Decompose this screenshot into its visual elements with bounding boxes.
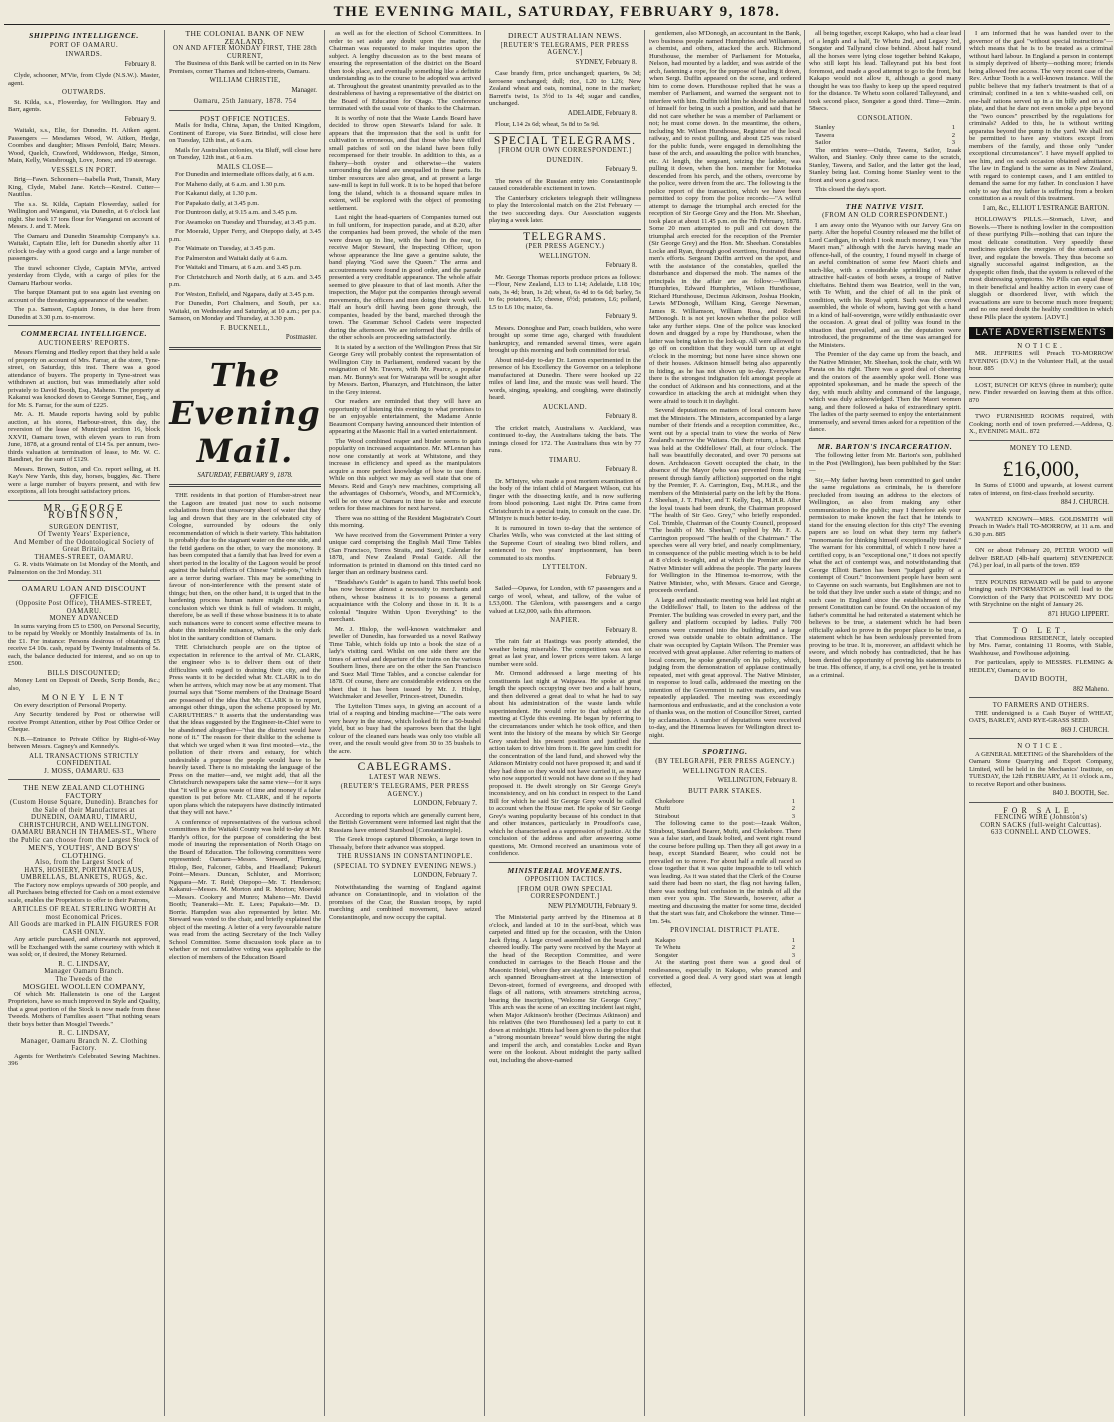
ad-line: All Goods are marked in PLAIN FIGURES FOR CASH ONLY.: [8, 921, 160, 936]
column-7: [964, 30, 1114, 1416]
ad-signature: R. C. LINDSAY,: [58, 960, 110, 968]
ad-line: FENCING WIRE (Johnston's): [994, 814, 1088, 821]
article-paragraph: Several deputations on matters of local concern have met the Ministers. The Ministers, accompanied by a large number of their friends and a reception committee, &c., went out by a special train to view the works of New Zealand's narrow the Waitara. On their return, a banquet was held at the Oddfellows' Hall, at four o'clock. The hall was beautifully decorated, and over 70 persons sat down. Archdeacon Govett occupied the chair, in the absence of the Mayor (who was prevented from being present through family affliction) supported on the right by the Premier, F. A. Carrington, Esq., M.H.R., and the members of the Ministerial party on the left by the Hons. J. Sheehan, J. T. Fisher, and T. Kelly, Esq., M.H.R. After the loyal toasts had been drunk, the Chairman proposed "The health of Sir Geo. Grey," who briefly responded. Col. Trimble, Chairman of the County Council, proposed "The health of Mr. Sheehan," replied by Mr. F. A. Carrington proposed "The health of the Chairman." The speeches were all very brief, and nearly complimentary, in consequence of the public meeting which is to be held at 8 o'clock to-night, and at which the Premier and the Native Minister will address the people. The party leaves for Wellington in the Hinemoa to-morrow, with the Native Minister, who, with Messrs. Grace and George, proceeds overland.: [649, 407, 801, 594]
result-row: Sailor 3: [815, 139, 955, 146]
subheading: DUNEDIN.: [546, 156, 584, 164]
ad-paragraph: TEN POUNDS REWARD will be paid to anyone bringing such INFORMATION as will lead to the Conviction of the Party that POISONED MY DOG with Strychnine on the night of January 26.: [969, 578, 1113, 608]
ad-paragraph: THE undersigned is a Cash Buyer of WHEAT, OATS, BARLEY, AND RYE-GRASS SEED.: [969, 709, 1113, 724]
editorial-paragraph: There was no sitting of the Resident Magistrate's Court this morning.: [329, 514, 481, 529]
mail-item: For Awamoko on Tuesday and Thursday, at 3.45 p.m.: [175, 218, 316, 226]
article-paragraph: The Oamaru and Dunedin Steamship Company's s.s. Waitaki, Captain Elie, left for Dunedin shortly after 11 o'clock to-day with a good cargo and a large number of passengers.: [8, 232, 160, 262]
date-line: February 9.: [605, 166, 637, 173]
subheading: INWARDS.: [65, 51, 103, 58]
article-paragraph: Brig—Fawn. Schooners—Isabella Pratt, Transit, Mary King, Clyde, Mabel Jane. Ketch—Kestrel. Cutter—Nautilus.: [8, 176, 160, 198]
agency-line: (SPECIAL TO SYDNEY EVENING NEWS.): [333, 862, 477, 870]
ad-signature: 633 CONNELL AND CLOWES.: [991, 829, 1091, 836]
ad-title: THE NEW ZEALAND CLOTHING FACTORY: [23, 783, 145, 800]
divider: [969, 802, 1113, 803]
mail-item: For Waimate on Tuesday, at 3.45 p.m.: [175, 245, 276, 252]
divider: [489, 133, 641, 134]
subheading: NAPIER.: [550, 617, 580, 624]
advert-paragraph: HOLLOWAY'S PILLS.—Stomach, Liver, and Bowels.—There is nothing lowlier in the composition of these purifying Pills—nothing that can injure the most delicate constitution. Very speedily these medicines quicken the energies of the stomach and liver, and regulate the bowels. They thus become so signally successful against indigestion, as the dyspeptic often finds, that the system is relieved of the most distressing symptoms. No Pills can equal these in their beneficial and healthy action in every case of sluggish or disordered liver, with which the evacuations are sure to become much more frequent; and no one need doubt the healthy condition in which these Pills place the system. [ADVT.]: [969, 216, 1113, 321]
editorial-paragraph: THE Christchurch people are on the tiptoe of expectation in reference to the arrival of Mr. CLARK, the engineer who is to deliver them out of their difficulties with regard to draining their city, and the Press wants it to be decided what Mr. CLARK is to do when he arrives, which may now be at any moment. That journal says that "Some members of the Drainage Board are possessed of the idea that Mr. CLARK is to report, amongst other things, upon the scheme proposed by Mr. CARRUTHERS." It asserts that the understanding was that the ideas suggested by the Engineer-in-Chief were to be abandoned altogether—"that the district would have none of it." The reason for their dislike to the scheme is that which we urged when it was first mooted—viz., the pollution of their rivers and estuary, for which undesirable a purpose the people would have to be heavily taxed. There is no mistaking the language of the Press on the matter—and, we might add, that all the Christchurch newspapers take the same view—for it says that "it will be a gross waste of time and money if a false question is put before Mr. CLARK, and if he reports upon plans which the ratepayers have distinctly intimated that they will not have.": [169, 644, 321, 816]
agency-line: [FROM OUR OWN CORRESPONDENT.]: [498, 147, 632, 154]
late-advertisements-banner: LATE ADVERTISEMENTS: [969, 327, 1113, 339]
subheading: PORT OF OAMARU.: [49, 41, 119, 49]
section-heading: THE NATIVE VISIT.: [845, 201, 925, 211]
section-heading: DIRECT AUSTRALIAN NEWS.: [507, 31, 623, 40]
ad-title: NOTICE.: [1017, 342, 1065, 350]
article-paragraph: The s.s. St. Kilda, Captain Flowerday, sailed for Wellington and Wanganui, via Dunedin, at 6 o'clock last night. She took 17 tons flour for Wanganui on account of Messrs. J. and T. Meek.: [8, 200, 160, 230]
article-paragraph: The trawl schooner Clyde, Captain M'Vie, arrived yesterday from Clyde, with a cargo of piles for the Oamaru Harbour works.: [8, 264, 160, 287]
article-paragraph: A large and enthusiastic meeting was held last night at the Oddfellows' Hall, to listen to the address of the Premier. The building was crowded in every part, and the gallery and platform occupied by ladies. Fully 700 persons were crammed into the building, and a large crowd was outside unable to obtain admittance. The chair was occupied by Captain Wilson. The Premier was received with great applause. After referring to matters of local concern, he spoke generally on his policy, which, judging from the demonstration of applause continually repeated, met with great approval. The Native Minister, in response to loud calls, addressed the meeting on the intention of the Government in native matters, and was repeatedly applauded. The meeting was exceedingly harmonious and enthusiastic, and at the conclusion a vote of thanks was, on the motion of Councillor Street, carried by acclamation. A number of deputations were received to-day, and the Hinemoa leaves for Wellington direct to-night.: [649, 596, 801, 739]
article-paragraph: Sailed—Opawa, for London, with 67 passengers and a cargo of wool, wheat, and tallow, of the value of L53,000. The Glenlora, with passengers and a cargo valued at L62,000, sails this afternoon.: [489, 585, 641, 615]
date-line: SYDNEY, February 8.: [575, 58, 637, 66]
subheading: AUCTIONEERS' REPORTS.: [38, 339, 130, 347]
date-line: NEW PLYMOUTH, February 9.: [548, 902, 637, 910]
article-paragraph: The rain fair at Hastings was poorly attended, the weather being miserable. The competition was not so great as last year, and lower prices were taken. A large number were sold.: [489, 638, 641, 668]
article-paragraph: Mr. George Thomas reports produce prices as follows:—Flour, New Zealand, L13 to L14; Adelaide, L18 10s; oats, 3s 4d; bran, 1s 2d; wheat, 6s 4d to 6s 6d; barley, 5s to 6s; potatoes, L5; cheese, 6½d; potatoes, L6; pollard, L5 to L6 10s; maize, 6s.: [489, 273, 641, 311]
newspaper-nameplate: The Evening Mail.: [169, 355, 321, 470]
divider: [8, 779, 160, 780]
ad-line: (Opposite Post Office), THAMES-STREET, OAMARU.: [15, 600, 153, 615]
result-row: Kakapo 1: [655, 936, 795, 944]
article-paragraph: The Premier of the day came up from the beach, and the Native Minister, Mr. Sheehan, took the chair, with Wi Parata on his right. There was a good deal of cheering and the orators of the assembly spoke well. Hone was appointed spokesman, and he made the speech of the day, with much ability and command of the language, which was duly acknowledged. Then the Maori women sang, and there followed a haka of extraordinary spirit. The ladies of the party seemed to enjoy the entertainment immensely, and several times asked for a repetition of the dance.: [809, 351, 961, 433]
article-paragraph: Mr. A. H. Maude reports having sold by public auction, at his stores, Harbour-street, this day, the reversion of the lease of Municipal section 16, block XXVII, Oamaru town, with eleven years to run from June, 1878, at a ground rental of £14 5s. per annum, two-thirds valuation at termination of lease, to Mr. W. C. Bandinet, for the sum of £129.: [8, 411, 160, 463]
ad-title: THE COLONIAL BANK OF NEW ZEALAND.: [185, 30, 305, 46]
agency-line: (PER PRESS AGENCY.): [525, 243, 605, 250]
ad-signature: DAVID BOOTH,: [1014, 676, 1068, 683]
ad-title: FOR SALE,: [1003, 805, 1079, 815]
article-paragraph: The cricket match, Australians v. Auckland, was continued to-day, the Australians taking the bats. The innings closed for 172. The Australians thus win by 77 runs.: [489, 424, 641, 454]
editorial-paragraph: THE residents in that portion of Humber-street near the Lagoon are treated just now to such noisome exhalations from that unsavoury sheet of water that they lag and drown that they are in the celebrated city of Cologne, surrounded by odours the only recommendation of which is their variety. This habitation is probably due to the stagnant water on the one side, and the fetid gardens on the other, to vary the monotony. It has been computed that a family that has lived for even a short period in the locality of the Lagoon would be proof against the baleful effects of Chinese "stink-pots," which are a terror during warfare. This may be something in favour of non-interference with the present state of things; but then, on the other hand, it is urged that in the hardening process human nature might succumb, a conclusion which we think is full of wisdom. It might, therefore, be as well if these whose business it is to abate such nuisances were to concert some effective means to abate this intolerable nuisance, which is the only dark blot in the sanitary condition of Oamaru.: [169, 492, 321, 642]
ad-line: MONEY ADVANCED: [49, 615, 119, 622]
article-paragraph: St. Kilda, s.s., Flowerday, for Wellington. Hay and Barr, agents.: [8, 98, 160, 113]
ad-paragraph: WANTED KNOWN—MRS. GOLDSMITH will Preach in Wade's Hall TO-MORROW, at 11 a.m. and 6.30 p.m. 885: [969, 515, 1113, 538]
divider: [649, 743, 801, 744]
section-heading: SPORTING.: [702, 747, 748, 756]
subheading: WELLINGTON.: [539, 252, 591, 260]
article-paragraph: I am informed that he was handed over to the governor of the gaol "without special instructions"—which means that he is to be treated as a criminal without hard labour. In England a person in contempt is simply deprived of liberty—nothing more; friends being allowed free access. The very recent case of the Rev. Arthur Tooth is a well-known instance. Will the public believe that my father's treatment is that of a criminal; confined in a ten x white-washed cell, on one-half rations served up in a tin billy and on a tin plate, and that he dare not even smoke a pipe beyond the "two ounces" prescribed by the regulations for criminals? Added to this, he is without writing apparatus beyond the pump in the yard. We shall not be permitted to have any visitors except from members of the family, and those only "under exceptional circumstances". I have myself applied to see him, and on each occasion obtained admittance. The law in England is the same as in New Zealand, with regard to contempt cases, and I am entitled to demand the same for my father. In conclusion I have only to say that my father is suffering from a broken constitution as a result of this treatment.: [969, 30, 1113, 202]
section-heading: COMMERCIAL INTELLIGENCE.: [20, 329, 148, 338]
dateline: SATURDAY, FEBRUARY 9, 1878.: [197, 470, 293, 479]
editorial-paragraph: We have received from the Government Printer a very unique card comprising the English Mail Time Tables (San Francisco, Torres Straits, and Suez), Calendar for 1878, and New Zealand Postal Guide. All the information is printed in diamond on this tinted card no larger than an ordinary business card.: [329, 531, 481, 576]
ad-line: DUNEDIN, OAMARU, TIMARU, CHRISTCHURCH, AND WELLINGTON.: [19, 814, 149, 829]
date-line: ADELAIDE, February 8.: [567, 109, 637, 117]
subheading: PROVINCIAL DISTRICT PLATE.: [670, 927, 780, 934]
editorial-paragraph: Our readers are reminded that they will have an opportunity of listening this evening to what promises to be an enjoyable entertainment, the Madame Annie Beaumont Company having announced their intention of appearing at the Masonic Hall in a varied entertainment.: [329, 398, 481, 435]
date-line: LONDON, February 7.: [413, 800, 477, 807]
article-paragraph: This closed the day's sport.: [815, 186, 887, 193]
divider: [969, 542, 1113, 543]
ad-title: TO FARMERS AND OTHERS.: [992, 702, 1090, 709]
ad-line: SURGEON DENTIST,: [49, 523, 119, 531]
ad-signature: Postmaster.: [285, 334, 317, 341]
ad-signature: 840 J. BOOTH, Sec.: [1052, 790, 1109, 797]
ad-signature: 882 Maheno.: [1073, 685, 1109, 693]
editorial-paragraph: Last night the head-quarters of Companies turned out in full uniform, for inspection parade, and at 8.20, after the companies had been proved, the whole of the men were drawn up in line, with the band in the rear, to receive Major Steward, the Inspecting Officer, upon whose appearance the line gave a genuine salute, the band playing "God save the Queen." The arms and accoutrements were found in good order, and the parade presented a very creditable appearance. The whole affair seemed to give pleasure to that of last month. After the inspection, the Major put the companies through several movements, the officers and men doing their work well. Half an hour's drill having been gone through, the companies, headed by the band, marched through the town. The Grammar School Cadets were inspected during the afternoon. We are informed that the drills of the other schools are proceeding satisfactorily.: [329, 214, 481, 341]
mail-item: For Waitaki and Timaru, at 6 a.m. and 3.45 p.m.: [175, 264, 302, 271]
date-line: February 8.: [605, 262, 637, 269]
ad-paragraph: MR. JEFFRIES will Preach TO-MORROW EVENING (D.V.) in the Volunteer Hall, at the usual hour. 885: [969, 350, 1113, 372]
ad-paragraph: ON or about February 20, PETER WOOD will deliver BREAD (4lb-half quartern) SEVENPENCE (7d.) per loaf, in all parts of the town. 859: [969, 547, 1113, 569]
page-masthead: THE EVENING MAIL, SATURDAY, FEBRUARY 9, 1878.: [333, 4, 781, 20]
section-heading: POST OFFICE NOTICES.: [199, 113, 291, 123]
subheading: CONSOLATION.: [857, 114, 913, 122]
ad-signature: F. BUCKNELL,: [220, 324, 270, 332]
divider: [809, 198, 961, 199]
mail-item: For Palmerston and Waitaki daily at 6 a.m.: [175, 254, 288, 262]
date-line: LONDON, February 7.: [413, 872, 477, 879]
date-line: February 8.: [605, 413, 637, 420]
ad-signature: Manager Oamaru Branch.: [44, 968, 124, 975]
editorial-paragraph: Mr. J. Hislop, the well-known watchmaker and jeweller of Dunedin, has forwarded us a novel Railway Time Table, which folds up into a book the size of a lady's visiting card. Whilst on one side there are the times of arrival and departure of the trains on the various Southern lines, there are on the other the San Francisco and Suez Mail Time Tables, and a concise calendar for 1878. Of course, there are considerable evidences on the sheet that it has been issued by Mr. J. Hislop, Watchmaker and Jeweller, Princes-street, Dunedin.: [329, 625, 481, 700]
subheading: VESSELS IN PORT.: [51, 166, 117, 174]
mail-item: For Christchurch and North daily, at 6 a.m. and 3.45 p.m.: [169, 273, 321, 288]
date-line: WELLINGTON, February 8.: [717, 776, 797, 784]
result-row: Mufti 2: [655, 805, 795, 812]
ad-paragraph: Money Lent on Deposit of Deeds, Scrip Bonds, &c.; also,: [8, 677, 160, 692]
article-paragraph: Clyde, schooner, M'Vie, from Clyde (N.S.W.). Master, agent.: [8, 72, 160, 87]
agency-line: [REUTER'S TELEGRAMS, PER PRESS AGENCY.]: [500, 41, 630, 56]
ad-paragraph: N.B.—Entrance to Private Office by Right-of-Way between Messrs. Cagney's and Kennedy's.: [8, 735, 160, 750]
result-row: Songster 3: [655, 951, 795, 959]
section-heading: TELEGRAMS.: [523, 230, 607, 243]
article-paragraph: The p.s. Samson, Captain Jones, is due here from Dunedin at 3.30 p.m. to-morrow.: [8, 306, 160, 321]
article-paragraph: Messrs. Brown, Sutton, and Co. report selling, at H. Kay's New Yards, this day, horses, buggies, &c. There were a large number of buyers present, and with few exceptions, all lots brought satisfactory prices.: [8, 465, 160, 495]
subheading: TIMARU.: [548, 456, 581, 464]
subheading: LYTTELTON.: [542, 564, 588, 571]
article-paragraph: The Greek troops captured Dhomoko, a large town in Thessaly, before their advance was stopped.: [329, 836, 481, 851]
date-line: February 8.: [605, 626, 637, 634]
column-3: [324, 30, 485, 1416]
ad-title: TO LET.: [1012, 626, 1070, 635]
article-paragraph: gentlemen, also M'Donogh, an accountant in the Bank, two business people named Humphries and Williamson, a chemist, and others, attacked the arch. Richmond Hursthouse, the member of Parliament for Motueka, Nelson, had mounted by a ladder, and was astride of the arch, fastening a rope, for the purpose of hauling it down, when Sergt. Duffin appeared on the scene, and ordered him to come down. Hursthouse replied that he was a member of Parliament, and warned the sergeant not to interfere with him. Duffin told him he should be ashamed of himself for being in such a position, and said that he did not care whether he was a member of Parliament or not; he must come down. In the meantime, the others, including Mr. Wilson Hursthouse, Registrar of the local railway, and to resist pulling, and about £25 was raised for the public funds, were engaged in demolishing the base of the arch, and assaulting the police with branches, etc. At length, the sergeant, seizing the ladder, was pulling it down, when the hon. member for Motueka descended from his perch, and the others, overcome by the police, were driven from the arc. The following is the police report of the transaction, which we have been permitted to copy from the police records:—"A wilful attempt to damage the triumphal arch erected for the reception of Sir George Grey and the Hon. Mr. Sheehan, took place at about 11.45 p.m. on the 7th February, 1878. Some 20 men attempted to pull and cut down the triumphal arch erected for the reception of the Premier (Sir George Grey) and the Hon. Mr. Sheehan. Constables Locke and Ryan, through good exertions, frustrated these men's efforts. Sergeant Duffin arrived on the spot, and with the assistance of the constables, quelled the disturbance and dispersed the mob. The names of the principals in the affair are as follow:—William Humphries, Edward Humphries, Wilson Hursthouse, Richard Hursthouse, Decimus Atkinson, Joshua Hookin, Lewis M'Donogh, William King, George Newman, James R. Williamson, William Ross, and Robert M'Donogh. It is not yet known whether the police will take any further steps. One of the police was knocked down and dragged by a rope by Hursthouse, when the latter was being taken to the lock-up. All were allowed to go off on condition that they would turn up at eight o'clock in the morning; but none have since shown one of their houses. Atkinson himself being also apparently in hiding, as he has not shown up to-day. Everywhere there is the strongest indignation felt amongst people at the conduct of Atkinson and his connections, and at the cowardice in attacking the arch at midnight when they were afraid to touch it in daylight.: [649, 30, 801, 405]
ad-line: Of Twenty Years' Experience,: [37, 531, 131, 538]
editorial-paragraph: as well as for the election of School Committees. In order to set aside any doubt upon the matter, the Chairman was requested to make inquiries upon the subject. A lengthy discussion as to the best means of ensuring the representation of the district on the Board then took place, and eventually something like a definite understanding as to the course to be adopted was arrived at. Throughout the greatest unanimity prevailed as to the desirableness of having a representative of the district on the Board of Education for Otago. The conference terminated with the usual vote of thanks to the Chairman.: [329, 30, 481, 112]
subheading: WELLINGTON RACES.: [682, 766, 768, 775]
date-line: February 8.: [124, 60, 156, 68]
date-line: February 9.: [124, 115, 156, 123]
divider: [969, 511, 1113, 512]
divider: [169, 484, 321, 487]
agency-line: (REUTER'S TELEGRAMS, PER PRESS AGENCY.): [340, 783, 470, 798]
agency-line: [FROM OUR OWN SPECIAL CORRESPONDENT.]: [517, 885, 613, 900]
ad-signature: Manager.: [291, 86, 317, 94]
result-row: Stanley 1: [815, 124, 955, 131]
subheading: MAILS CLOSE—: [217, 163, 273, 171]
article-paragraph: The barque Diamant put to sea again last evening on account of the threatening appearance of the weather.: [8, 289, 160, 304]
editorial-paragraph: It is stated by a section of the Wellington Press that Sir George Grey will probably contest the representation of Wellington City in Parliament, rendered vacant by the resignation of Mr. Travers, with Mr. Pearce, a popular man. Mr. Bunny's seat for Wairarapa will be sought after by Messrs. Barton, Pharazyn, and Hutchinson, the latter in the Grey interest.: [329, 343, 481, 396]
ad-line: And Member of the Odontological Society of Great Britain,: [13, 538, 155, 553]
result-row: Chokebore 1: [655, 797, 795, 805]
divider: [8, 500, 160, 501]
column-1: [4, 30, 164, 1416]
article-paragraph: The news of the Russian entry into Constantinople caused considerable excitement in town.: [489, 177, 641, 192]
divider: [969, 574, 1113, 575]
editorial-paragraph: The Wood combined reaper and binder seems to gain popularity on increased acquaintance. Mr. M'Lennan has now one constantly at work at Whitstone, and they increase in efficiency and speed as the manipulators acquire a more perfect knowledge of how to use them. While on this subject we may as well state that one of Messrs. Reid and Gray's new machines, comprising all the advantages of Osborne's, Wood's, and M'Cormick's, will be on view at Oamaru in time to take and execute orders for these machines for next harvest.: [329, 437, 481, 512]
mail-item: For Duntroon daily, at 9.15 a.m. and 3.45 p.m.: [175, 209, 298, 216]
mail-item: For Weston, Enfield, and Ngapara, daily at 3.45 p.m.: [175, 290, 315, 298]
ad-paragraph: TWO FURNISHED ROOMS required, with Cooking; north end of town preferred.—Address, Q. X., EVENING MAIL. 872: [969, 413, 1113, 435]
article-paragraph: Sir,—My father having been committed to gaol under the same regulations as criminals, he is therefore precluded from issuing an address to the electors of Wellington, as also from making any other communication to the public; may I therefore ask your permission to make known the fact that he intends to stand for the ensuing election for this city? The evening papers are so loud on what they term my father's "monomania for thinking himself exceptionally treated." The warrant for his committal, of which I now have a certified copy, is an "exceptional one," it does not specify what the act of contempt was, and notwithstanding that George Elliott Barton has been "judged guilty of a contempt of Court." Inconvenient people have been sent to Cayenne on such warrants, but Englishmen are not to be told that they live under such a state of things; and no such case in England since the establishment of the present Constitution can be found. On the occasion of my father's committal he had reiterated a statement which he believes to be true, a statement which he had been officially asked to prove in the proper place to be true, a statement which he has been sedulously prevented from proving to be true. It is, moreover, an affidavit which he swore, and which nobody has contradicted, that he has been denied the opportunity of proving his statements to be true. His offence, if any, is a civil one, yet he is treated as a criminal.: [809, 476, 961, 679]
ad-paragraph: In sums varying from £5 to £500, on Personal Security, to be repaid by Weekly or Monthly Instalments of 1s. in the £1. For instance: Persons desirous of obtaining £5 receive £4 10s. cash, repaid by Twenty Instalments of 5s. each, the balance deducted for interest, and so on up to £500.: [8, 622, 160, 667]
mail-item: For Maheno daily, at 6 a.m. and 1.30 p.m.: [175, 180, 286, 188]
ad-signature: J. MOSS, OAMARU. 633: [44, 767, 124, 775]
date-line: February 9.: [605, 313, 637, 320]
article-paragraph: Notwithstanding the warning of England against advance on Constantinople, and in violation of the promises of the Czar, the Russian troops, by rapid marching and combined movement, have seized Constantinople, and now occupy the capital.: [329, 883, 481, 921]
ad-line: BILLS DISCOUNTED;: [47, 669, 121, 677]
article-paragraph: The Canterbury cricketers telegraph their willingness to play the Intercolonial match on the 21st February — the two succeeding days. Our Association suggests playing a week later.: [489, 194, 641, 224]
mail-item: For Dunedin, Port Chalmers, and South, per s.s. Waitaki, on Wednesday and Saturday, at 10 a.m.; per p.s. Samson, on Monday and Thursday, at 3.30 p.m.: [169, 300, 321, 322]
divider: [969, 377, 1113, 378]
notice-paragraph: Mails for India, China, Japan, the United Kingdom, Continent of Europe, via Suez Brindisi, will close here on Tuesday, 12th inst., at 6 a.m.: [169, 122, 321, 144]
ad-line: ARTICLES OF REAL STERLING WORTH At most Economical Prices.: [11, 906, 156, 921]
divider: [969, 697, 1113, 698]
ad-line: Also, from the Largest Stock of: [34, 859, 134, 866]
article-paragraph: Mr. Ormond addressed a large meeting of his constituents last night at Waipawa. He spoke at great length the speech occupying over two and a half hours, and then delivered a great deal to what he had to say about his administration of the waste lands while superintendent. He would refer to that subject at the meeting at Clyde this evening. He began by referring to the circumstances under which he took office, and then went into the history of the means by which Sir George Grey snatched his present position and justified the action taken to drive him from it. He gave him credit for the concentration of the land fund, and showed why the Atkinson Ministry could not have proposed it; and said if they had done so they would not have carried it, as many who now supported it would not have done so if they had proposed it. He dwelt strongly on Sir George Grey's inconsistency, and on his conduct in respect to the Land Bill for which he said Sir George Grey would be called to account when the House met. He spoke of Sir George Grey's waning popularity because of his conduct in that and other instances, particularly in Proudfoot's case, which he characterised as a suppression of justice. At the conclusion of the address and after answering some questions, Mr. Ormond received an unanimous vote of confidence.: [489, 670, 641, 857]
subheading: THE RUSSIANS IN CONSTANTINOPLE.: [337, 853, 473, 860]
ad-line: Oamaru, 25th January, 1878. 754: [193, 98, 297, 105]
agency-line: (FROM AN OLD CORRESPONDENT.): [822, 212, 948, 219]
result-row: Tawera 2: [815, 131, 955, 139]
date-line: February 8.: [605, 466, 637, 473]
editorial-paragraph: The Lyttelton Times says, in giving an account of a trial of a reaping and binding machine—"The oats were very heavy in the straw, which looked fit for a 50-bushel yield, but so busy had the sparrows been that the light colour of the cleaned ears heads was only too visible all over, and the result would give from 30 to 35 bushels to the acre.: [329, 702, 481, 755]
masthead-rule: [4, 24, 1110, 25]
section-heading: MINISTERIAL MOVEMENTS.: [507, 865, 623, 875]
mail-item: For Moeraki, Upper Ferry, and Otepopo daily, at 3.45 p.m.: [169, 228, 321, 243]
divider: [489, 862, 641, 863]
result-row: Stirabout 3: [655, 812, 795, 820]
subheading: OPPOSITION TACTICS.: [524, 876, 606, 883]
article-paragraph: Dr. M'Intyre, who made a post mortem examination of the body of the infant child of Margaret Wilson, cut his finger with the dissecting knife, and is now suffering from blood poisoning. Last night Dr. Prins came from Christchurch in a special train, to consult on the case. Dr. M'Intyre is much better to-day.: [489, 477, 641, 522]
subheading: AUCKLAND.: [542, 403, 588, 411]
date-line: February 9.: [605, 573, 637, 581]
article-paragraph: The following came to the post:—Izaak Walton, Stirabout, Standard Bearer, Mufti, and Chokebore. There was a false start, and Izaak bolted, and went right round the course before pulling up. Then they all got away in a heap, except Standard Bearer, who could not be prevailed on to move. For about half a mile all raced so close together that it was quite impossible to tell which was leading. As it was stated that the Clerk of the Course said there had been no start, the flag not having fallen, there was nothing but confusion in the minds of all the men ever you spin. The Stewards, however, after a meeting and discussing the matter for some time, decided that the start was fair, and Chokebore the winner. Time—1m. 54s.: [649, 820, 801, 925]
section-heading: MR. BARTON'S INCARCERATION.: [817, 441, 953, 451]
subheading: LATEST WAR NEWS.: [369, 773, 441, 781]
article-paragraph: It is rumoured in town to-day that the sentence of Charles Wells, who was convicted at the last sitting of the Supreme Court of stealing two blind rollers, and sentenced to two years' imprisonment, has been commuted to six months.: [489, 524, 641, 562]
ad-title: OAMARU LOAN AND DISCOUNT OFFICE: [21, 584, 147, 601]
divider: [169, 110, 321, 111]
divider: [809, 438, 961, 439]
article-paragraph: At the starting post there was a good deal of restlessness, especially in Kakapo, who pranced and corvetted a good deal. A very good start was at length effected,: [649, 959, 801, 989]
divider: [969, 408, 1113, 409]
section-heading: SHIPPING INTELLIGENCE.: [29, 31, 139, 40]
ad-line: OAMARU BRANCH IN THAMES-ST., Where the Public can choose from the Largest Stock of: [9, 829, 159, 844]
divider: [8, 325, 160, 326]
article-paragraph: About mid-day to-day Dr. Lemon experimented in the presence of his Excellency the Governor on a telephone manufactured at Dunedin. There were hooked up 22 miles of land line, and the music was well heard. The words, singing, speaking, and coughing, were distinctly heard.: [489, 356, 641, 401]
article-paragraph: The Ministerial party arrived by the Hinemoa at 8 o'clock, and landed at 10 in the surf-boat, which was carpeted and fitted up for the occasion, with the Union Jack flying. A large crowd assembled on the beach and cheered loudly. The party were received by the Mayor at the head of the Reception Committee, and were conducted in carriages to the Beach House and the Masonic Hotel, where they are staying. A large triumphal arch spanned Brougham-street at the intersection of Devon-street, formed of evergreens, and drooped with flags of all nations, with streamers stretching across, bearing the inscription, "Welcome Sir George Grey." This arch was the scene of an exciting incident last night, when Major Atkinson's brother (Decimus Atkinson) and his relatives (the two Hursthouses) led a party to cut it down at midnight. Hints had been given to the police that a "strong mountain breeze" would blow during the night and imperil the arch, and constables Locke and Ryan were on the lookout. About midnight the party sallied out, including the above-named: [489, 914, 641, 1064]
ad-paragraph: A GENERAL MEETING of the Shareholders of the Oamaru Stone Quarrying and Export Company, Limited, will be held in the Mechanics' Institute, on TUESDAY, the 12th FEBRUARY, At 11 o'clock a.m., to receive Report and other business.: [969, 750, 1113, 788]
article-paragraph: I am away onto the Wyanoo with our Jarvey Gra on party. After the hopeful Country released me the billet of Lord Cardigan, in which I took much money, I was "the Maori man," although with the Jarvis having made an offence-hall, of the country, I found myself in charge of an awful combination of some few Maori chiefs and such-like, with a considerable sprinkling of rather attractive half-castes of both sexes, a troupe of Native chieftains. Behind them was Beatrice, well in the van, with Te Whiti, and the chief of all in the pink of condition, with his Royal spirit. Such was the crowd assembled, the whole of whom, having got with a hand in a kind of half-sovereign, were wildly enthusiastic over the occasion. A great deal of jollity was found in the situation that prevailed, and as the deputation were introduced, the programme of the time was arranged for the Ministers.: [809, 221, 961, 349]
ad-paragraph: For particulars, apply to MESSRS. FLEMING & HEDLEY, Oamaru; or to: [969, 659, 1113, 674]
editorial-paragraph: It is worthy of note that the Waste Lands Board have decided to throw open Stewart's Island for sale. It appears that the impression that the soil is unfit for cultivation is erroneous, and that those who have tilled small patches of soil on the island have been fully recompensed for their trouble. In addition to this, as a fishery—both oyster and otherwise—the waters surrounding the island are unequalled in these parts. Its timber resources are also great, and at present a large saw-mill is kept in full work. It is to be hoped that before long the island, which is a thousand square miles in extent, will be explored with the object of promoting settlement.: [329, 114, 481, 212]
ad-line: MONEY LENT: [41, 692, 127, 702]
ad-paragraph: Of which Mr. Hallenstein is one of the Largest Proprietors, have so much improved in Style and Quality, that a great portion of the Stock is now made from these Tweeds. Mothers of Families assert "That nothing wears their boys better than Mosgiel Tweeds.": [8, 990, 160, 1028]
divider: [969, 738, 1113, 739]
ad-line: MEN'S, YOUTHS', AND BOYS' CLOTHING.: [28, 843, 140, 860]
ad-paragraph: On every description of Personal Property.: [14, 701, 127, 709]
ad-title: NOTICE.: [1017, 743, 1065, 750]
ad-line: (Custom House Square, Dunedin). Branches for the Sale of their Manufactures at: [9, 799, 159, 814]
notice-paragraph: Mails for Australian colonies, via Bluff, will close here on Tuesday, 12th inst., at 6 a.m.: [169, 146, 321, 161]
ad-paragraph: The Factory now employs upwards of 300 people, and all Purchases being effected for Cash on a most extensive scale, enables the Proprietors to offer to their Patrons,: [8, 881, 160, 904]
divider: [8, 580, 160, 581]
article-paragraph: Flour, L14 2s 6d; wheat, 5s 8d to 5s 9d.: [495, 121, 600, 128]
ad-paragraph: G. R. visits Waimate on 1st Monday of the Month, and Palmerston on the 3rd Monday. 311: [8, 561, 160, 576]
divider: [969, 622, 1113, 623]
subheading: BUTT PARK STAKES.: [688, 788, 762, 795]
agency-line: (BY TELEGRAPH, PER PRESS AGENCY.): [655, 757, 795, 765]
ad-line: CORN SACKS (full-weight Calcuttas).: [980, 821, 1102, 829]
ad-line: ON AND AFTER MONDAY FIRST, THE 28th CURRENT,: [172, 45, 318, 60]
ad-title: MOSGIEL WOOLLEN COMPANY,: [22, 982, 146, 991]
mail-item: For Papakaio daily, at 3.45 p.m.: [175, 199, 259, 207]
mail-item: For Kakanui daily, at 1.30 p.m.: [175, 190, 258, 197]
ad-line: The Tweeds of the: [55, 975, 113, 983]
section-heading: SPECIAL TELEGRAMS.: [493, 134, 637, 147]
section-heading: CABLEGRAMS.: [357, 761, 453, 773]
ad-paragraph: Any article purchased, and afterwards not approved, will be Exchanged with the same courtesy with which it was sold; or, if desired, the Money Returned.: [8, 936, 160, 958]
divider: [329, 759, 481, 760]
ad-paragraph: LOST, BUNCH OF KEYS (three in number); quite new. Finder rewarded on leaving them at this office. 870: [969, 381, 1113, 404]
ad-paragraph: The Business of this Bank will be carried on in its New Premises, corner Thames and Itchen-streets, Oamaru.: [169, 60, 321, 75]
ad-paragraph: Any Security tendered by Post or otherwise will receive Prompt Attention, either by Post Office Order or Cheque.: [8, 711, 160, 733]
column-2: [164, 30, 325, 1416]
ad-signature: WILLIAM CHRISTIE,: [209, 77, 281, 84]
article-paragraph: The entries were—Ouida, Tawera, Sailor, Izaak Walton, and Stanley. Only three came to the scratch, Stanley, Tawera, and Sailor, and the latter got the lead, Stanley being last. Coming home Stanley went to the front and won a good race.: [809, 146, 961, 184]
article-paragraph: all being together, except Kakapo, who had a clear lead of a length and a half, Te Whetu 2nd, and Legacy 3rd, Songster and Tallyrand close behind. About half round all the horses were lying close together behind Kakapo, who still kept his lead. Talleyrand put his best foot foremost, and made a good attempt to go to the front, but Kakapo would not allow it, although a good many thought he was too flashy to keep up the speed required for the distance. Te Whetu soon collared Talleyrand, and took second place, Songster a good third. Time—2min. 58secs.: [809, 30, 962, 112]
ad-signature: 884 J. CHURCH.: [1061, 499, 1109, 506]
loan-amount: £16,000,: [1002, 456, 1080, 481]
ad-signature: R. C. LINDSAY,: [58, 1030, 110, 1037]
article-paragraph: Messrs Fleming and Hedley report that they held a sale of property on account of Mrs. Farrar, at the store, Tyne-street, on Saturday, this inst. There was a good attendance of buyers. The property in Tyne-street was withdrawn at auction, but was immediately after sold privately to David Booth, Esq., Maheno. The property at Kakanui was knocked down to George Sumner, Esq., and for Mr. S. Farrar, for the sum of £225.: [8, 349, 160, 409]
article-paragraph: Waitaki, s.s., Elie, for Dunedin. H. Aitken agent. Passengers — Mesdames Wood, W. Aitken, Hedge, Coombes and daughter; Misses Penfold, Bain; Messrs. Wood, Quelch, Crawford, Widdowson, Hedge, Simon, Main, Kelly, Wansbrough, Love, Jones; and 19 steerage.: [8, 127, 160, 164]
subheading: OUTWARDS.: [62, 89, 106, 96]
editorial-paragraph: "Bradshaw's Guide" is again to hand. This useful book has now become almost a necessity to merchants and others, whose business it is to possess a general acquaintance with the Colony and those in it. It is a colonial "Inquire Within Upon Everything" to the merchant.: [329, 578, 481, 623]
ad-line: THAMES-STREET, OAMARU.: [34, 553, 134, 561]
ad-signature: Manager, Oamaru Branch N. Z. Clothing Factory.: [20, 1037, 148, 1052]
editorial-paragraph: A conference of representatives of the various school committees in the Waitaki County was held to-day at Mr. Hardy's office, for the purpose of considering the best mode of insuring the representation of North Otago on the Board of Education. The following committees were represented: Oamaru—Messrs. Steward, Fleming, Hislop, Bee, Falconer, Gibbs, and Headland; Pukeuri Point—Messrs. Duncan, Schluter, and Morrison; Ngapara—Mr. T. Reid; Otepopo—Mr. T. Henderson; Kakanui—Messrs. M. Morton and R. Morton; Moeraki—Messrs. Cookery and Munro; Maheno—Mr. David Booth; Teaneraki—Mr. E. Lees; Papakaio—Mr. D. Borrie. Hampden was also represented by letter. Mr. Steward was voted to the chair, and briefly explained the object of the meeting. A letter of a very favourable nature was read from the acting Secretary of the Inch Valley School Committee. Some discussion took place as to whether or not cumulative voting was applicable to the election of members of the Education Board: [169, 818, 321, 961]
ad-paragraph: Agents for Wertheim's Celebrated Sewing Machines. 396: [8, 1052, 160, 1067]
ad-signature: 869 J. CHURCH.: [1061, 726, 1109, 734]
ad-title: MR. GEORGE ROBINSON,: [43, 502, 125, 521]
result-row: Te Whetu 2: [655, 944, 795, 951]
ad-line: ALL TRANSACTIONS STRICTLY CONFIDENTIAL: [29, 752, 139, 767]
ad-line: HATS, HOSIERY, PORTMANTEAUS, UMBRELLAS, BLANKETS, RUGS, &c.: [20, 866, 148, 881]
mail-item: For Dunedin and intermediate offices daily, at 6 a.m.: [175, 171, 315, 178]
ad-title: MONEY TO LEND.: [1009, 444, 1073, 452]
letter-signature: I am, &c., ELLIOT L'ESTRANGE BARTON.: [982, 204, 1109, 212]
article-paragraph: According to reports which are generally current here, the British Government were informed last night that the Russians have entered Stamboul [Constantinople].: [329, 811, 481, 834]
ad-paragraph: In Sums of £1000 and upwards, at lowest current rates of interest, on first-class freehold security.: [969, 482, 1113, 497]
ad-signature: 871 HUGO LIPPERT.: [1048, 610, 1109, 618]
column-4: [484, 30, 645, 1416]
divider: [169, 347, 321, 350]
article-paragraph: Case brandy firm, price unchanged; quarters, 9s 3d; kerosene unchanged; dull; rice, L20 to L26; New Zealand wheat and oats, nominal, none in the market; Barrett's twist, 1s 3½d to 1s 4d; sugar and candles, unchanged.: [489, 70, 641, 107]
divider: [969, 440, 1113, 441]
article-paragraph: The following letter from Mr. Barton's son, published in the Post (Wellington), has been published by the Star:—: [809, 452, 961, 474]
divider: [489, 229, 641, 230]
article-paragraph: Messrs. Donoghue and Parr, coach builders, who were brought up some time ago, charged with fraudulent bankruptcy, and remanded several times, were again brought up this morning and both committed for trial.: [489, 324, 641, 354]
column-6: [804, 30, 965, 1416]
column-5: [644, 30, 805, 1416]
ad-paragraph: That Commodious RESIDENCE, lately occupied by Mrs. Farrar, containing 11 Rooms, with Stable, Washhouse, and Fowlhouse adjoining.: [969, 634, 1113, 657]
